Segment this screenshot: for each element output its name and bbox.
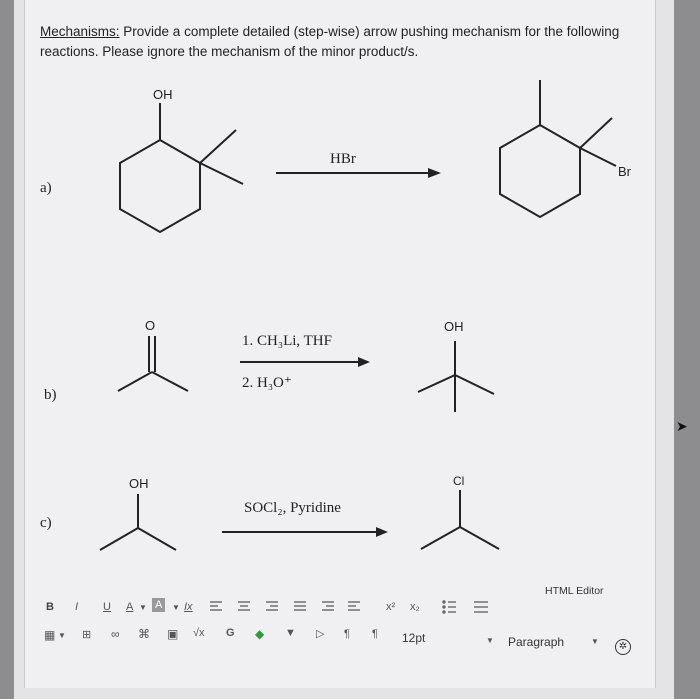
indent-icon[interactable] [322,602,334,610]
align-center-icon[interactable] [238,602,250,610]
product-b-left [418,375,455,392]
reactant-b-o: O [145,318,156,333]
product-a-ring [500,125,580,217]
align-left-icon[interactable] [210,602,222,610]
mouse-cursor-icon: ➤ [676,418,688,434]
product-a-br-bond [580,148,616,166]
block-format-select[interactable]: Paragraph [508,635,565,649]
reactant-c-left [100,528,138,550]
highlight-color-icon[interactable]: A [152,598,165,612]
chevron-down-icon[interactable]: ▼ [172,603,180,612]
label-c: c) [40,515,52,531]
rce-plugin-icon[interactable]: ◆ [255,627,265,641]
document-icon[interactable]: ▼ [285,627,296,639]
reagent-c: SOCl₂, Pyridine [244,500,341,516]
clear-format-icon[interactable]: Ix [184,601,193,613]
outdent-icon[interactable] [348,602,360,610]
bold-icon[interactable]: B [46,601,54,613]
font-size-select[interactable]: 12pt [402,631,426,645]
product-b-right [455,375,494,394]
chevron-down-icon[interactable]: ▼ [486,636,494,645]
arrow-a-head [428,168,441,178]
label-a: a) [40,180,52,196]
product-c-right [460,527,499,549]
chevron-down-icon[interactable]: ▼ [58,631,66,640]
reactant-a-methyl-bond-1 [200,130,236,163]
question-body: Provide a complete detailed (step-wise) arrow pushing mechanism for the following reactions. Please ignore the mechanism of the minor product/s. [40,24,620,59]
image-icon[interactable]: ▣ [167,627,179,641]
html-editor-link[interactable]: HTML Editor [545,585,604,597]
question-heading: Mechanisms: [40,24,120,39]
superscript-icon[interactable]: x² [386,601,396,613]
reactant-c-oh: OH [129,476,149,491]
product-c-left [421,527,460,549]
embed-icon[interactable]: ⊞ [82,629,92,641]
link-icon[interactable]: ∞ [111,627,120,641]
media-icon[interactable]: ▷ [316,628,325,640]
accessibility-icon[interactable]: ✲ [615,639,631,655]
font-color-icon[interactable]: A [126,601,134,613]
align-right-icon[interactable] [266,602,278,610]
list-toolbar [442,600,494,614]
reactant-c-right [138,528,176,550]
align-justify-icon[interactable] [294,602,306,610]
italic-icon[interactable]: I [75,601,79,613]
reactant-b-ch3-left [118,372,152,391]
chevron-down-icon[interactable]: ▼ [591,637,599,646]
bullet-list-icon[interactable] [443,601,456,613]
unlink-icon[interactable]: ⌘ [138,627,150,641]
reagent-b-line2: 2. H₃O⁺ [242,375,292,391]
ltr-icon[interactable]: ¶ [344,628,350,640]
arrow-c-head [376,527,388,537]
external-tool-icon[interactable]: G [226,627,235,639]
math-icon[interactable]: √x [193,627,205,639]
underline-icon[interactable]: U [103,601,111,613]
reactant-b-ch3-right [152,372,188,391]
subscript-icon[interactable]: x₂ [410,601,420,613]
reactant-a-oh: OH [153,87,173,102]
product-b-oh: OH [444,319,464,334]
reagent-b-line1: 1. CH₃Li, THF [242,333,332,349]
table-icon[interactable]: ▦ [44,628,56,642]
reactant-a-methyl-bond-2 [200,163,243,184]
numbered-list-icon[interactable] [474,602,488,612]
product-c-cl: Cl [453,474,465,488]
arrow-b-head [358,357,370,367]
reactant-a-ring [120,140,200,232]
rtl-icon[interactable]: ¶ [372,628,378,640]
chevron-down-icon[interactable]: ▼ [139,603,147,612]
label-b: b) [44,387,57,403]
reagent-a: HBr [330,151,356,167]
alignment-toolbar [208,600,378,614]
product-a-methyl2-bond [580,118,612,148]
product-a-br: Br [618,164,631,179]
